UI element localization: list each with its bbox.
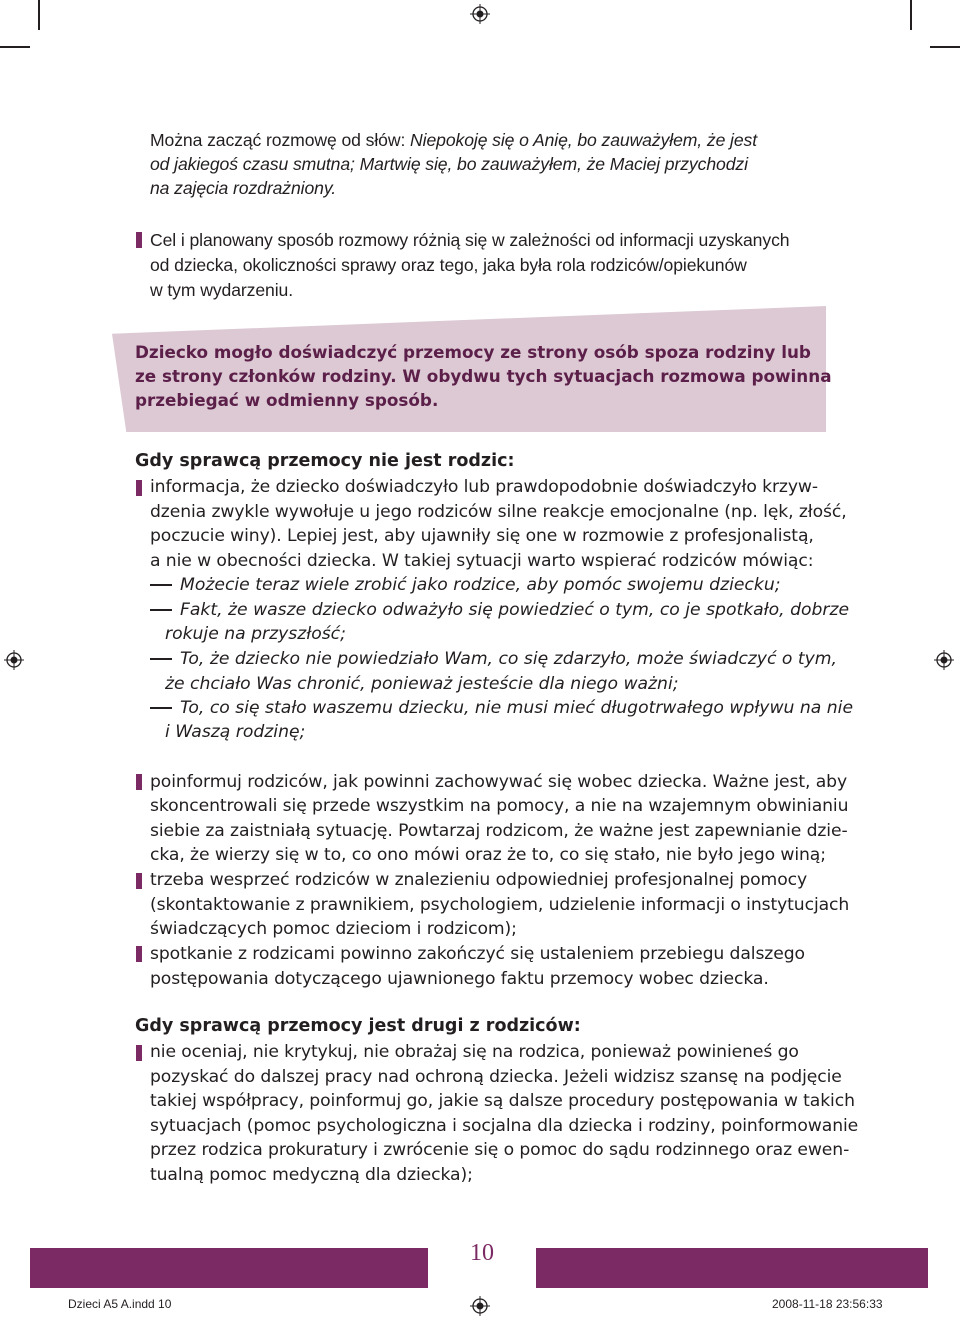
dash-item-text: Fakt, że wasze dziecko odważyło się powiedzieć o tym, co je spotkało, dobrze (180, 600, 850, 620)
bullet-marker (136, 873, 142, 889)
paragraph-line: w tym wydarzeniu. (150, 280, 294, 300)
dash-item-continuation: i Waszą rodzinę; (165, 722, 306, 742)
crop-mark (930, 46, 960, 48)
intro-line: na zajęcia rozdrażniony. (150, 178, 337, 198)
dash-marker (150, 609, 172, 610)
paragraph-line: trzeba wesprzeć rodziców w znalezieniu odpowiedniej profesjonalnej pomocy (150, 870, 808, 890)
bullet-marker (136, 232, 142, 248)
dash-item-continuation: że chciało Was chronić, ponieważ jesteście dla niego ważni; (165, 674, 679, 694)
intro-quote: Niepokoję się o Anię, bo zauważyłem, że jest (410, 130, 758, 150)
bullet-marker (136, 946, 142, 962)
page-number: 10 (470, 1240, 494, 1266)
dash-item (150, 696, 853, 721)
bullet-marker (136, 480, 142, 496)
section-heading: Gdy sprawcą przemocy jest drugi z rodziców: (135, 1016, 581, 1036)
dash-item-continuation: rokuje na przyszłość; (165, 624, 346, 644)
paragraph-line: świadczących pomoc dzieciom i rodzicom); (150, 919, 517, 939)
dash-item (150, 573, 781, 598)
paragraph-line: sytuacjach (pomoc psychologiczna i socjalna dla dziecka i rodziny, poinformowanie (150, 1116, 859, 1136)
paragraph-line: skoncentrowali się przede wszystkim na pomocy, a nie na wzajemnym obwinianiu (150, 796, 849, 816)
paragraph-line: nie oceniaj, nie krytykuj, nie obrażaj się na rodzica, ponieważ powinieneś go (150, 1042, 799, 1062)
paragraph-line: takiej współpracy, poinformuj go, jakie są dalsze procedury postępowania w takich (150, 1091, 855, 1111)
slug-right: 2008-11-18 23:56:33 (772, 1297, 883, 1311)
intro-line (150, 128, 757, 152)
registration-mark-icon (4, 650, 24, 670)
callout-line: Dziecko mogło doświadczyć przemocy ze strony osób spoza rodziny lub (135, 342, 811, 362)
paragraph-line: postępowania dotyczącego ujawnionego faktu przemocy wobec dziecka. (150, 969, 769, 989)
paragraph-line: poczucie winy). Lepiej jest, aby ujawniły się one w rozmowie z profesjonalistą, (150, 526, 814, 546)
paragraph-line: od dziecka, okoliczności sprawy oraz tego, jaka była rola rodziców/opiekunów (150, 255, 747, 275)
section-heading: Gdy sprawcą przemocy nie jest rodzic: (135, 451, 515, 471)
paragraph-line: dzenia zwykle wywołuje u jego rodziców silne reakcje emocjonalne (np. lęk, złość, (150, 502, 847, 522)
callout-line: przebiegać w odmienny sposób. (135, 390, 439, 410)
dash-item (150, 647, 837, 672)
paragraph-line: przez rodzica prokuratury i zwrócenie się o pomoc do sądu rodzinnego oraz ewen- (150, 1140, 850, 1160)
paragraph-line: Cel i planowany sposób rozmowy różnią się w zależności od informacji uzyskanych (150, 230, 790, 250)
paragraph-line: siebie za zaistniałą sytuację. Powtarzaj rodzicom, że ważne jest zapewnianie dzie- (150, 821, 848, 841)
callout-line: ze strony członków rodziny. W obydwu tych sytuacjach rozmowa powinna (135, 366, 832, 386)
paragraph-line: spotkanie z rodzicami powinno zakończyć się ustaleniem przebiegu dalszego (150, 944, 805, 964)
crop-mark (910, 0, 912, 30)
dash-marker (150, 658, 172, 659)
dash-item-text: To, co się stało waszemu dziecku, nie musi mieć długotrwałego wpływu na nie (180, 698, 854, 718)
paragraph-line: (skontaktowanie z prawnikiem, psychologiem, udzielenie informacji o instytucjach (150, 895, 850, 915)
paragraph-line: pozyskać do dalszej pracy nad ochroną dziecka. Jeżeli widzisz szansę na podjęcie (150, 1067, 842, 1087)
dash-item-text: Możecie teraz wiele zrobić jako rodzice, aby pomóc swojemu dziecku; (180, 575, 781, 595)
crop-mark (38, 0, 40, 30)
registration-mark-icon (470, 1296, 490, 1316)
registration-mark-icon (934, 650, 954, 670)
paragraph-line: cka, że wierzy się w to, co ono mówi oraz że to, co się stało, nie było jego winą; (150, 845, 826, 865)
crop-mark (0, 46, 30, 48)
registration-mark-icon (470, 4, 490, 24)
paragraph-line: a nie w obecności dziecka. W takiej sytuacji warto wspierać rodziców mówiąc: (150, 551, 814, 571)
dash-item (150, 598, 849, 623)
paragraph-line: informacja, że dziecko doświadczyło lub prawdopodobnie doświadczyło krzyw- (150, 477, 818, 497)
slug-left: Dzieci A5 A.indd 10 (68, 1297, 172, 1311)
intro-line: od jakiegoś czasu smutna; Martwię się, bo zauważyłem, że Maciej przychodzi (150, 154, 748, 174)
bullet-marker (136, 774, 142, 790)
paragraph-line: tualną pomoc medyczną dla dziecka); (150, 1165, 473, 1185)
intro-prefix: Można zacząć rozmowę od słów: (150, 130, 411, 150)
dash-item-text: To, że dziecko nie powiedziało Wam, co się zdarzyło, może świadczyć o tym, (180, 649, 837, 669)
bullet-marker (136, 1045, 142, 1061)
dash-marker (150, 584, 172, 585)
paragraph-line: poinformuj rodziców, jak powinni zachowywać się wobec dziecka. Ważne jest, aby (150, 772, 848, 792)
dash-marker (150, 707, 172, 708)
